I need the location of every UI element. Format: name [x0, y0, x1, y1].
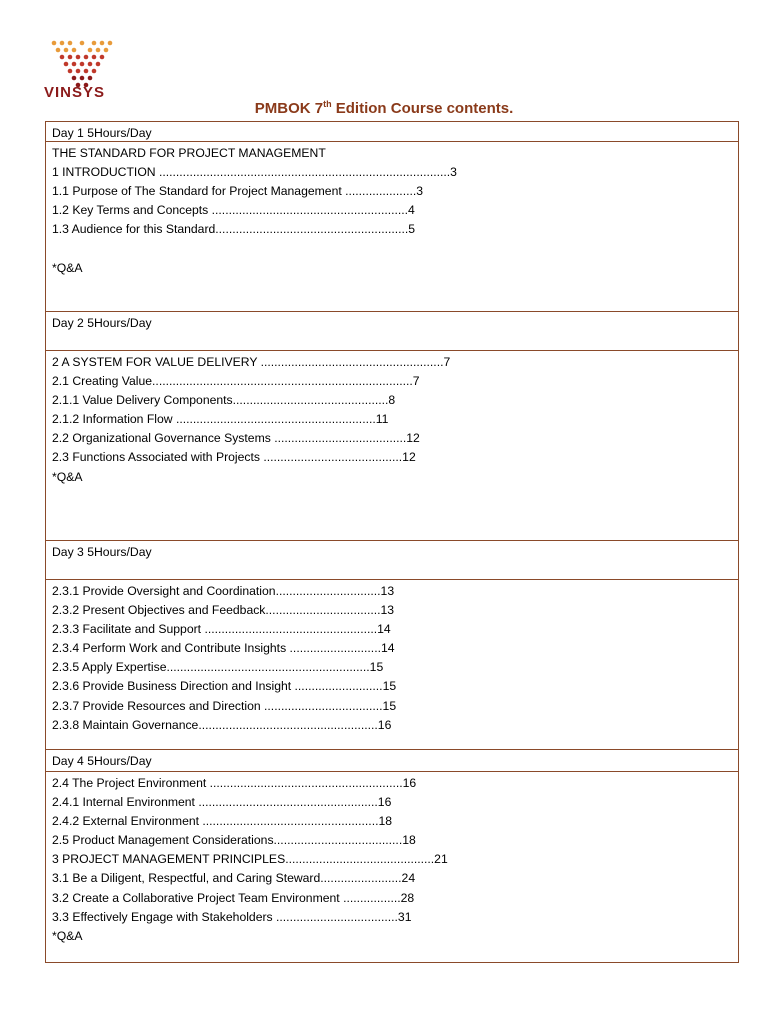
logo-dot: [76, 69, 81, 74]
logo-dot: [68, 55, 73, 60]
toc-entry: 3.2 Create a Collaborative Project Team Environment .................28: [52, 890, 415, 905]
toc-entry: 2 A SYSTEM FOR VALUE DELIVERY ......................................................7: [52, 355, 451, 369]
toc-entry: 1 INTRODUCTION ......................................................................................3: [52, 165, 457, 180]
toc-entry: 2.2 Organizational Governance Systems .......................................12: [52, 431, 420, 446]
toc-entry: 2.3.3 Facilitate and Support ...................................................14: [52, 622, 391, 637]
qa-label: *Q&A: [52, 469, 83, 484]
logo-dot: [88, 76, 93, 81]
logo-dot: [96, 62, 101, 67]
logo-dot: [88, 48, 93, 53]
logo-dot: [72, 48, 77, 53]
toc-entry: 2.3.8 Maintain Governance.....................................................16: [52, 717, 392, 732]
logo-dot: [100, 55, 105, 60]
day-1-contents: [46, 142, 738, 312]
logo-dot: [88, 62, 93, 67]
toc-entry: 2.5 Product Management Considerations......................................18: [52, 833, 416, 848]
logo-dot: [56, 48, 61, 53]
qa-label: *Q&A: [52, 260, 83, 275]
toc-entry: 2.4.2 External Environment ....................................................18: [52, 814, 393, 829]
logo-dot: [92, 41, 97, 46]
toc-entry: 2.3.2 Present Objectives and Feedback..................................13: [52, 603, 395, 618]
toc-entry: 2.1.2 Information Flow ...........................................................11: [52, 412, 389, 427]
toc-entry: 2.4 The Project Environment .........................................................16: [52, 776, 417, 790]
logo-dot: [72, 76, 77, 81]
logo-dot: [80, 62, 85, 67]
toc-entry: 2.1 Creating Value.............................................................................7: [52, 374, 420, 389]
day-3-contents: [46, 580, 738, 750]
day-2-contents: [46, 351, 738, 541]
toc-entry: 2.4.1 Internal Environment .....................................................16: [52, 795, 392, 810]
logo-dot: [96, 48, 101, 53]
logo-dot: [72, 62, 77, 67]
logo-dot: [52, 41, 57, 46]
toc-entry: 2.3.6 Provide Business Direction and Insight ..........................15: [52, 679, 397, 694]
vinsys-logo-text: VINSYS: [44, 84, 106, 101]
logo-dot: [100, 41, 105, 46]
logo-dot: [80, 41, 85, 46]
toc-entry: 2.3.1 Provide Oversight and Coordination...............................13: [52, 584, 395, 598]
logo-dot: [84, 55, 89, 60]
day-3-header: [46, 541, 738, 580]
toc-entry: 2.3 Functions Associated with Projects .........................................12: [52, 450, 416, 465]
logo-dot: [108, 41, 113, 46]
toc-entry: 1.3 Audience for this Standard.........................................................5: [52, 222, 416, 237]
toc-entry: 2.3.4 Perform Work and Contribute Insights ...........................14: [52, 641, 395, 656]
qa-label: *Q&A: [52, 928, 83, 943]
toc-entry: 2.3.5 Apply Expertise............................................................15: [52, 660, 384, 675]
title-superscript: th: [323, 99, 332, 109]
toc-entry: 2.1.1 Value Delivery Components..............................................8: [52, 393, 396, 408]
logo-dot: [92, 55, 97, 60]
logo-dot: [76, 55, 81, 60]
logo-dot: [68, 41, 73, 46]
logo-dot: [64, 62, 69, 67]
toc-entry: 2.3.7 Provide Resources and Direction ...................................15: [52, 698, 397, 713]
day-4-contents: [46, 772, 738, 962]
logo-dot: [92, 69, 97, 74]
day-1-header: [46, 122, 738, 142]
toc-entry: 1.1 Purpose of The Standard for Project Management .....................3: [52, 184, 424, 199]
spacer: [52, 239, 732, 258]
toc-entry: 3 PROJECT MANAGEMENT PRINCIPLES............................................21: [52, 852, 448, 867]
title-rest: Edition Course contents.: [331, 100, 514, 117]
day-header-label: Day 4 5Hours/Day: [52, 754, 152, 768]
toc-entry: 1.2 Key Terms and Concepts ..........................................................4: [52, 203, 415, 218]
day-4-header: [46, 750, 738, 772]
logo-dot: [68, 69, 73, 74]
document-title: [0, 99, 768, 117]
day-2-header: [46, 312, 738, 351]
course-contents-table: [45, 121, 739, 963]
title-main: PMBOK 7: [254, 100, 324, 117]
day-header-label: Day 2 5Hours/Day: [52, 316, 152, 330]
toc-entry: 3.3 Effectively Engage with Stakeholders ....................................31: [52, 909, 412, 924]
day-header-label: Day 1 5Hours/Day: [52, 126, 152, 140]
logo-dot: [84, 69, 89, 74]
logo-dot: [60, 41, 65, 46]
toc-heading: THE STANDARD FOR PROJECT MANAGEMENT: [52, 146, 326, 160]
toc-entry: 3.1 Be a Diligent, Respectful, and Caring Steward........................24: [52, 871, 416, 886]
logo-dot: [60, 55, 65, 60]
logo-dot: [104, 48, 109, 53]
day-header-label: Day 3 5Hours/Day: [52, 545, 152, 559]
logo-dot: [64, 48, 69, 53]
logo-dot: [80, 76, 85, 81]
